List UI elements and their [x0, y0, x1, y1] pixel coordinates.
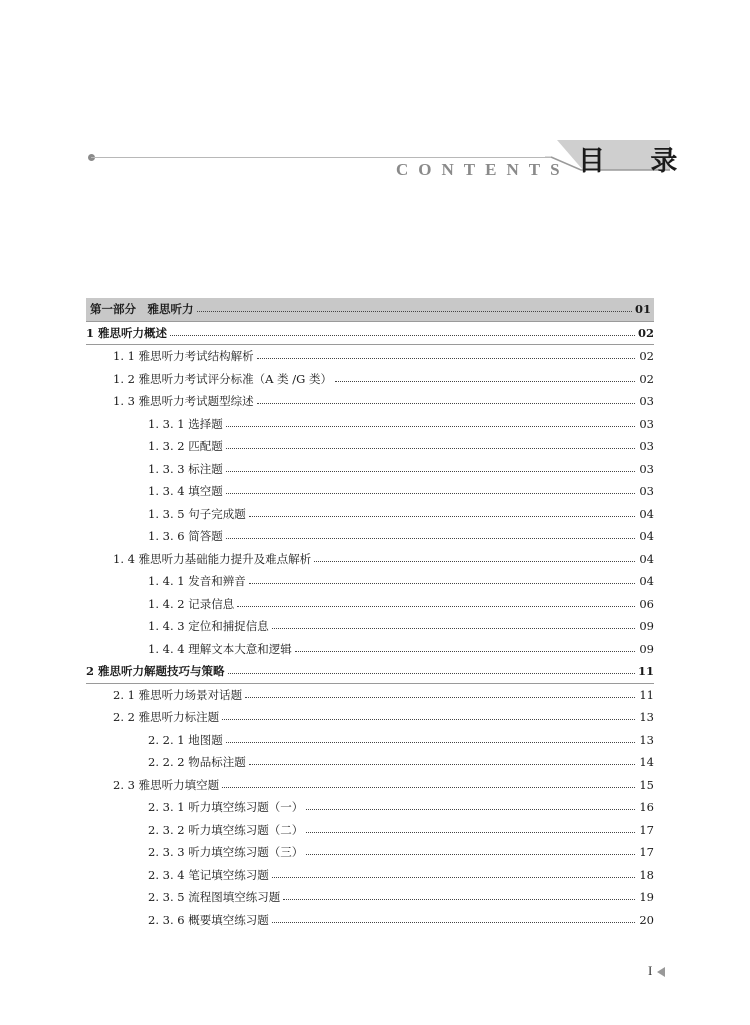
toc-entry-title: 雅思听力解题技巧与策略 [98, 664, 225, 678]
toc-entry-page: 18 [639, 867, 654, 882]
toc-entry-page: 02 [639, 371, 654, 386]
dot-leader [226, 447, 635, 449]
toc-entry-page: 15 [639, 777, 654, 792]
toc-entry[interactable] [86, 480, 654, 503]
toc-entry-title: 概要填空练习题 [188, 912, 269, 927]
dot-leader [249, 763, 635, 765]
toc-entry-title: 雅思听力标注题 [138, 710, 220, 724]
toc-entry-title: 发音和辨音 [188, 574, 246, 588]
toc-entry[interactable] [86, 593, 654, 616]
toc-entry-number: 2. 3. 3 [148, 845, 189, 859]
table-of-contents [86, 298, 654, 931]
toc-entry-title: 记录信息 [188, 596, 235, 611]
toc-entry-title: 句子完成题 [188, 506, 246, 521]
toc-entry-title: 定位和捕捉信息 [188, 619, 269, 633]
toc-entry-page: 16 [639, 800, 654, 814]
toc-entry-page: 03 [639, 439, 654, 453]
toc-entry[interactable] [86, 886, 654, 909]
toc-entry[interactable] [86, 751, 654, 774]
toc-entry-number: 2. 2. 1 [148, 732, 189, 747]
toc-entry-number: 2. 3. 2 [148, 822, 189, 837]
header-rule [91, 157, 551, 158]
dot-leader [272, 921, 635, 923]
toc-entry[interactable] [86, 548, 654, 571]
toc-entry-title: 雅思听力考试结构解析 [138, 349, 254, 363]
dot-leader [228, 672, 635, 674]
toc-entry-title: 填空题 [188, 484, 223, 498]
toc-entry-page: 17 [639, 822, 654, 837]
toc-entry[interactable] [86, 368, 654, 391]
toc-entry[interactable] [86, 841, 654, 864]
toc-entry-number: 1. 4. 4 [148, 641, 189, 656]
toc-entry[interactable] [86, 638, 654, 661]
toc-entry-page: 01 [635, 302, 652, 316]
toc-entry-page: 17 [639, 845, 654, 859]
toc-entry-title: 选择题 [188, 416, 223, 431]
toc-entry[interactable] [86, 322, 654, 345]
dot-leader [306, 808, 635, 810]
toc-entry-page: 03 [639, 461, 654, 476]
toc-entry-title: 地图题 [188, 732, 223, 747]
toc-entry-number: 1. 4. 1 [148, 574, 189, 588]
toc-entry-page: 03 [639, 484, 654, 498]
toc-entry-title: 雅思听力概述 [98, 325, 168, 340]
dot-leader [272, 876, 635, 878]
dot-leader [257, 402, 635, 404]
dot-leader [226, 470, 635, 472]
dot-leader [295, 650, 635, 652]
dot-leader [306, 853, 635, 855]
toc-entry-number: 1. 4 [113, 551, 139, 566]
toc-entry-title: 听力填空练习题（三） [188, 845, 304, 859]
toc-entry-title: 笔记填空练习题 [188, 867, 269, 882]
toc-entry-page: 09 [639, 641, 654, 656]
dot-leader [335, 380, 635, 382]
dot-leader [314, 560, 635, 562]
toc-entry[interactable] [86, 525, 654, 548]
toc-entry[interactable] [86, 458, 654, 481]
toc-entry-number: 2. 2. 2 [148, 755, 189, 769]
toc-entry-number: 1. 3. 1 [148, 416, 189, 431]
toc-entry-number: 1. 3 [113, 394, 139, 408]
dot-leader [257, 357, 635, 359]
toc-entry[interactable] [86, 413, 654, 436]
dot-leader [226, 741, 635, 743]
toc-entry[interactable] [86, 796, 654, 819]
toc-entry-number: 1. 3. 4 [148, 484, 189, 498]
toc-entry[interactable] [86, 570, 654, 593]
toc-entry[interactable] [86, 684, 654, 707]
toc-entry[interactable] [86, 864, 654, 887]
toc-entry-number: 2. 3. 4 [148, 867, 189, 882]
toc-entry-page: 14 [639, 755, 654, 769]
toc-entry-title: 理解文本大意和逻辑 [188, 641, 292, 656]
toc-entry-page: 03 [639, 416, 654, 431]
toc-entry[interactable] [86, 706, 654, 729]
toc-entry-number: 1. 4. 2 [148, 596, 189, 611]
toc-entry-number: 1. 4. 3 [148, 619, 189, 633]
dot-leader [249, 515, 635, 517]
dot-leader [222, 718, 635, 720]
toc-entry-title: 雅思听力考试题型综述 [138, 394, 254, 408]
toc-entry-number: 1. 3. 3 [148, 461, 189, 476]
toc-entry-page: 04 [639, 529, 654, 543]
page-number: I [648, 963, 653, 978]
toc-entry-number: 1. 2 [113, 371, 139, 386]
toc-entry-title: 雅思听力 [147, 302, 194, 316]
toc-entry-page: 11 [639, 687, 654, 702]
toc-entry-page: 03 [639, 394, 654, 408]
dot-leader [237, 605, 635, 607]
toc-entry-title: 听力填空练习题（一） [188, 800, 304, 814]
toc-entry[interactable] [86, 729, 654, 752]
toc-entry-number: 2. 3. 5 [148, 890, 189, 904]
toc-entry-title: 匹配题 [188, 439, 223, 453]
toc-entry-title: 标注题 [188, 461, 223, 476]
toc-entry-title: 雅思听力考试评分标准（A 类 /G 类） [138, 371, 332, 386]
toc-entry-page: 11 [638, 664, 655, 678]
toc-entry-page: 04 [639, 551, 654, 566]
contents-label: CONTENTS [396, 160, 570, 179]
toc-entry-page: 02 [639, 349, 654, 363]
toc-entry[interactable] [86, 390, 654, 413]
triangle-left-icon [657, 967, 665, 977]
toc-entry-title: 听力填空练习题（二） [188, 822, 304, 837]
toc-entry[interactable] [86, 819, 654, 842]
toc-entry-title: 流程图填空练习题 [188, 890, 281, 904]
dot-leader [249, 582, 635, 584]
toc-entry-page: 04 [639, 506, 654, 521]
toc-entry-page: 20 [639, 912, 654, 927]
toc-entry-number: 1. 3. 6 [148, 529, 189, 543]
dot-leader [306, 831, 635, 833]
toc-entry-number: 第一部分 [90, 302, 148, 316]
toc-entry[interactable] [86, 345, 654, 368]
dot-leader [272, 627, 635, 629]
toc-entry-number: 1 [86, 325, 99, 340]
toc-entry-page: 13 [639, 732, 654, 747]
toc-entry-number: 1. 3. 2 [148, 439, 189, 453]
toc-entry[interactable] [86, 298, 654, 321]
dot-leader [245, 696, 635, 698]
toc-entry-page: 13 [639, 710, 654, 724]
toc-entry-number: 2. 3. 1 [148, 800, 189, 814]
toc-entry-title: 简答题 [188, 529, 223, 543]
toc-entry[interactable] [86, 909, 654, 932]
dot-leader [170, 334, 635, 336]
toc-entry-title: 雅思听力填空题 [138, 777, 220, 792]
toc-entry[interactable] [86, 435, 654, 458]
toc-entry[interactable] [86, 503, 654, 526]
toc-entry[interactable] [86, 660, 654, 683]
dot-leader [222, 786, 635, 788]
toc-entry-title: 物品标注题 [188, 755, 246, 769]
toc-entry-title: 雅思听力基础能力提升及难点解析 [138, 551, 312, 566]
toc-entry-page: 02 [638, 325, 655, 340]
toc-entry-number: 2. 1 [113, 687, 139, 702]
toc-entry-number: 2. 2 [113, 710, 139, 724]
toc-entry-number: 1. 1 [113, 349, 139, 363]
dot-leader [226, 537, 635, 539]
page-title: 目 录 [578, 146, 696, 177]
toc-entry-page: 04 [639, 574, 654, 588]
dot-leader [226, 425, 635, 427]
toc-entry-page: 09 [639, 619, 654, 633]
toc-entry-title: 雅思听力场景对话题 [138, 687, 243, 702]
toc-entry-page: 06 [639, 596, 654, 611]
toc-entry[interactable] [86, 774, 654, 797]
dot-leader [197, 310, 633, 312]
toc-entry-number: 2 [86, 664, 99, 678]
dot-leader [283, 898, 635, 900]
toc-entry-number: 1. 3. 5 [148, 506, 189, 521]
toc-entry-number: 2. 3. 6 [148, 912, 189, 927]
toc-entry-page: 19 [639, 890, 654, 904]
toc-entry[interactable] [86, 615, 654, 638]
dot-leader [226, 492, 635, 494]
toc-entry-number: 2. 3 [113, 777, 139, 792]
